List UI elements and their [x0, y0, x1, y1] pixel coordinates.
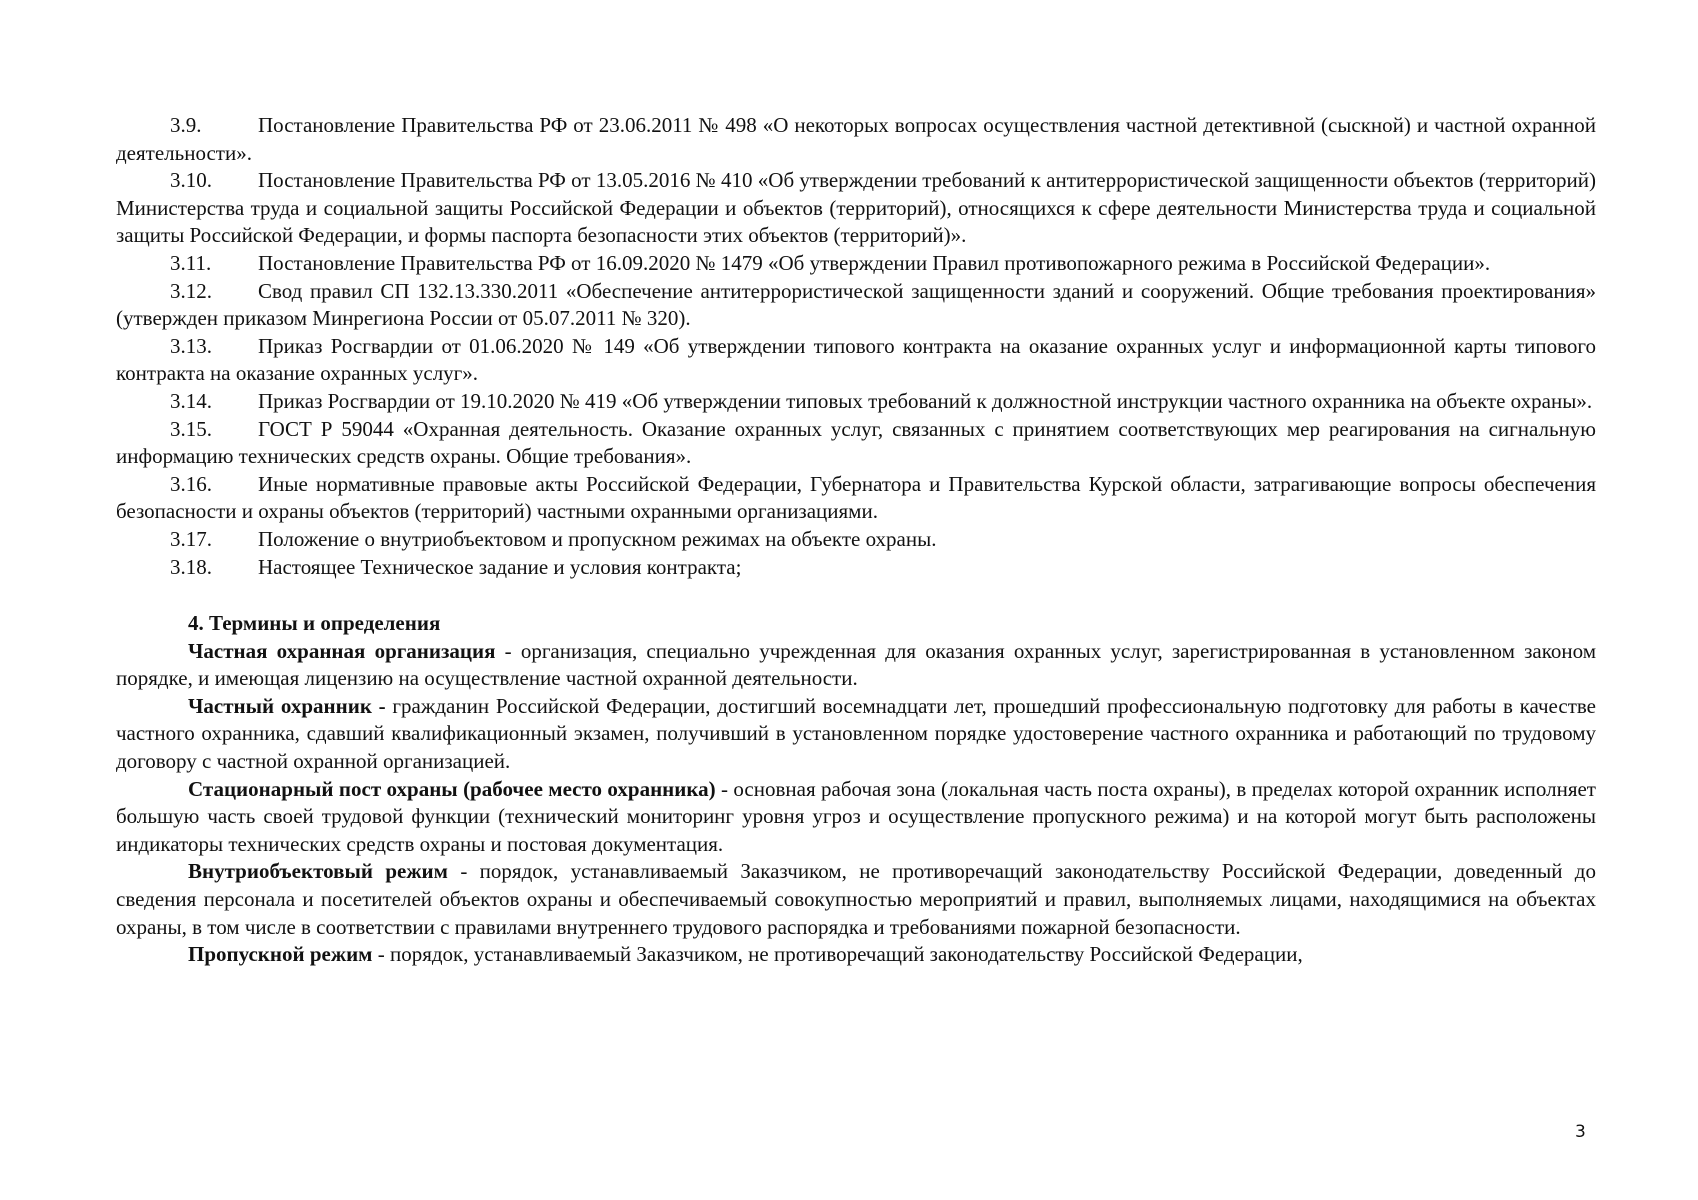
item-text: Настоящее Техническое задание и условия контракта; [258, 554, 742, 579]
item-text: Приказ Росгвардии от 01.06.2020 № 149 «Об утверждении типового контракта на оказание охранных услуг и информационной карты типового контракта на оказание охранных услуг». [116, 333, 1596, 386]
list-item [116, 416, 1596, 471]
item-number: 3.10. [170, 168, 212, 193]
item-text: Приказ Росгвардии от 19.10.2020 № 419 «Об утверждении типовых требований к должностной инструкции частного охранника на объекте охраны». [258, 388, 1593, 413]
item-text: Постановление Правительства РФ от 23.06.2011 № 498 «О некоторых вопросах осуществления частной детективной (сыскной) и частной охранной деятельности». [116, 113, 1596, 165]
term-definition: - порядок, устанавливаемый Заказчиком, не противоречащий законодательству Российской Федерации, доведенный до сведения персонала и посетителей объектов охраны и обеспечиваемый совокупностью мероприятий и правил, выполняемых лицами, находящимися на объектах охраны, в том числе в соответствии с правилами внутреннего трудового распорядка и требованиями пожарной безопасности. [116, 859, 1596, 939]
item-number: 3.13. [170, 333, 212, 358]
item-text: Постановление Правительства РФ от 13.05.2016 № 410 «Об утверждении требований к антитеррористической защищенности объектов (территорий) Министерства труда и социальной защиты Российской Федерации и объектов (территорий), относящихся к сфере деятельности Министерства труда и социальной защиты Российской Федерации, и формы паспорта безопасности этих объектов (территорий)». [116, 168, 1596, 248]
item-text: Положение о внутриобъектовом и пропускном режимах на объекте охраны. [258, 526, 937, 551]
term-definition: гражданин Российской Федерации, достигший восемнадцати лет, прошедший профессиональную подготовку для работы в качестве частного охранника, сдавший квалификационный экзамен, получивший в установленном порядке удостоверение частного охранника и работающий по трудовому договору с частной охранной организацией. [116, 693, 1596, 774]
list-item [116, 250, 1596, 278]
item-number: 3.18. [170, 554, 212, 579]
item-number: 3.9. [170, 113, 202, 137]
list-item [116, 471, 1596, 526]
item-number: 3.12. [170, 278, 212, 303]
definition-paragraph [116, 858, 1596, 941]
list-item [116, 388, 1596, 416]
item-number: 3.15. [170, 416, 212, 441]
document-page [116, 112, 1596, 969]
item-text: Иные нормативные правовые акты Российской Федерации, Губернатора и Правительства Курской области, затрагивающие вопросы обеспечения безопасности и охраны объектов (территорий) частными охранными организациями. [116, 471, 1596, 524]
item-number: 3.11. [170, 250, 212, 275]
definition-paragraph [116, 941, 1596, 969]
term-name: Пропускной режим [188, 942, 373, 967]
definition-paragraph [116, 638, 1596, 693]
item-number: 3.16. [170, 471, 212, 496]
term-definition: - порядок, устанавливаемый Заказчиком, не противоречащий законодательству Российской Федерации, [372, 942, 1303, 967]
term-name: Внутриобъектовый режим [188, 859, 448, 884]
page-number: 3 [1575, 1122, 1586, 1142]
term-name: Стационарный пост охраны (рабочее место охранника) [188, 776, 716, 801]
term-name: Частный охранник - [188, 693, 386, 718]
item-text: ГОСТ Р 59044 «Охранная деятельность. Оказание охранных услуг, связанных с принятием соответствующих мер реагирования на сигнальную информацию технических средств охраны. Общие требования». [116, 416, 1596, 469]
section-spacer [116, 581, 1596, 610]
list-item [116, 167, 1596, 250]
item-text: Постановление Правительства РФ от 16.09.2020 № 1479 «Об утверждении Правил противопожарного режима в Российской Федерации». [258, 250, 1491, 275]
term-definition: - основная рабочая зона (локальная часть поста охраны), в пределах которой охранник исполняет большую часть своей трудовой функции (технический мониторинг уровня угроз и осуществление пропускного режима) и на которой могут быть расположены индикаторы технических средств охраны и постовая документация. [116, 776, 1596, 856]
list-item [116, 112, 1596, 167]
list-item [116, 526, 1596, 554]
section-heading: 4. Термины и определения [188, 611, 441, 636]
item-number: 3.17. [170, 526, 212, 551]
item-text: Свод правил СП 132.13.330.2011 «Обеспечение антитеррористической защищенности зданий и сооружений. Общие требования проектирования» (утвержден приказом Минрегиона России от 05.07.2011 № 320). [116, 278, 1596, 331]
term-definition: - организация, специально учрежденная для оказания охранных услуг, зарегистрированная в установленном законом порядке, и имеющая лицензию на осуществление частной охранной деятельности. [116, 638, 1596, 691]
term-name: Частная охранная организация [188, 638, 496, 663]
definition-paragraph [116, 776, 1596, 859]
item-number: 3.14. [170, 388, 212, 413]
list-item [116, 278, 1596, 333]
list-item [116, 554, 1596, 582]
definition-paragraph [116, 693, 1596, 776]
list-item [116, 333, 1596, 388]
